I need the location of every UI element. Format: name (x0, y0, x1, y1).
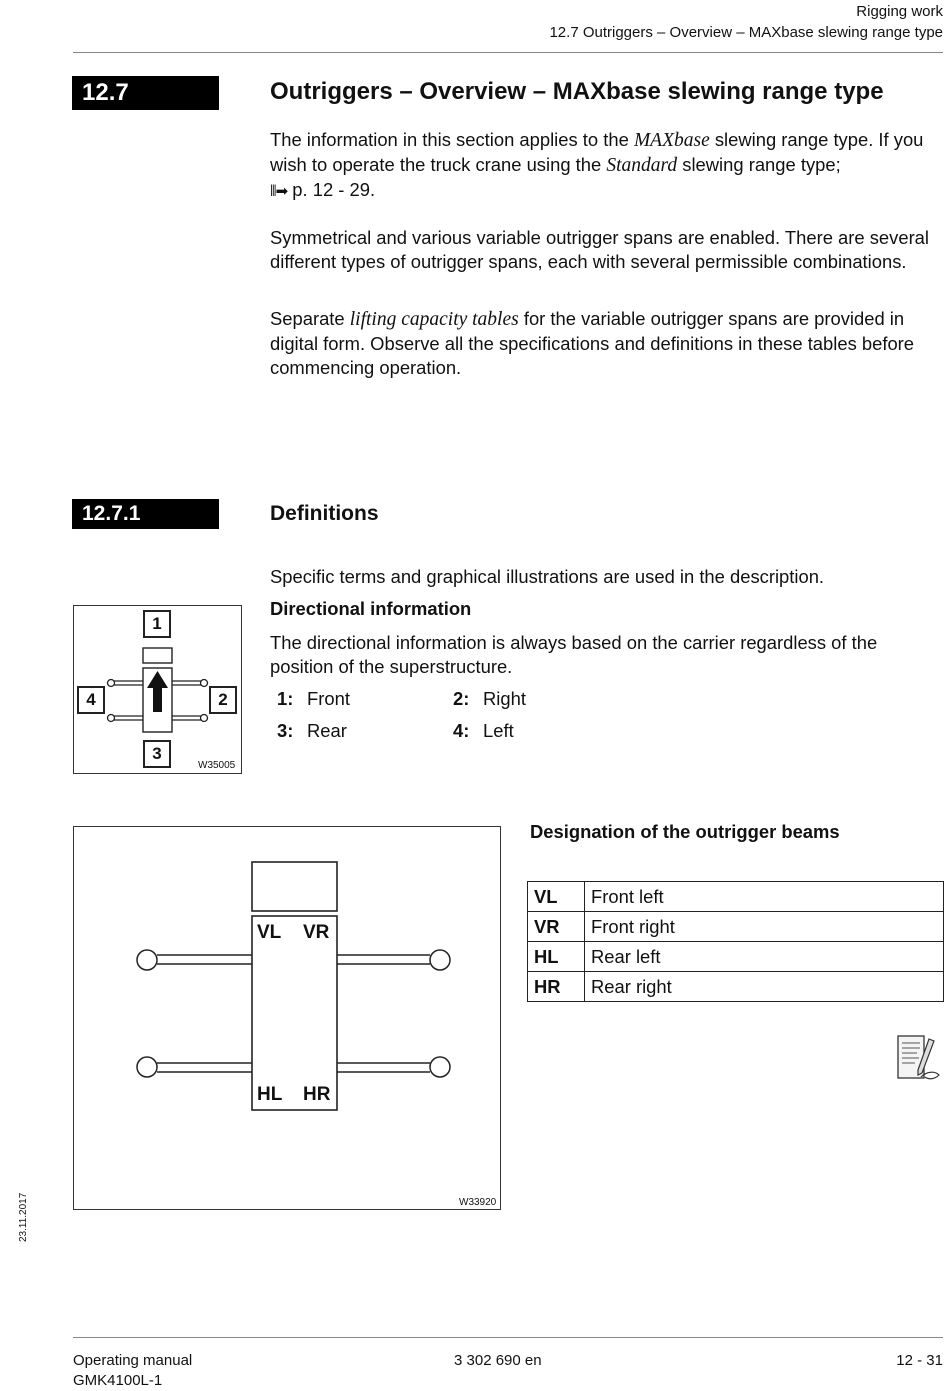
direction-item-rear: 3: Rear (277, 720, 347, 741)
directional-figure (73, 605, 242, 774)
footer-page-number: 12 - 31 (896, 1352, 943, 1369)
beam-label-vr: VR (303, 922, 330, 943)
section-paragraph-1: The information in this section applies to the MAXbase slewing range type. If you wish to operate the truck crane using the Standard slewing range type; ⦀➡ p. 12 - 29. (270, 129, 924, 201)
subsection-title: Definitions (270, 502, 379, 525)
designation-name: Front right (585, 912, 944, 942)
designation-code: VR (528, 912, 585, 942)
directional-text: The directional information is always based on the carrier regardless of the position of the superstructure. (270, 632, 878, 678)
outrigger-beams-diagram (74, 827, 500, 1209)
designation-name: Front left (585, 882, 944, 912)
direction-marker-rear: 3 (143, 740, 171, 768)
table-row (528, 912, 944, 942)
footer-model: GMK4100L-1 (73, 1372, 163, 1389)
direction-item-front: 1: Front (277, 688, 350, 709)
section-number-box: 12.7 (72, 76, 219, 110)
beam-label-hl: HL (257, 1084, 283, 1105)
designation-code: HL (528, 942, 585, 972)
page-reference-arrow-icon: ⦀➡ (270, 182, 288, 201)
footer-doc-type: Operating manual (73, 1352, 193, 1369)
direction-item-right: 2: Right (453, 688, 526, 709)
section-paragraph-3: Separate lifting capacity tables for the variable outrigger spans are provided in digital form. Observe all the specifications and definitions in these tables before commencing operation. (270, 308, 915, 379)
outrigger-beams-figure (73, 826, 501, 1210)
beam-label-hr: HR (303, 1084, 331, 1105)
table-row (528, 882, 944, 912)
direction-marker-front: 1 (143, 610, 171, 638)
subsection-number-box: 12.7.1 (72, 499, 219, 529)
beam-label-vl: VL (257, 922, 282, 943)
header-chapter: Rigging work (856, 3, 943, 20)
section-title: Outriggers – Overview – MAXbase slewing range type (270, 78, 884, 105)
designation-table (527, 881, 944, 1002)
directional-heading: Directional information (270, 598, 472, 619)
direction-marker-right: 2 (209, 686, 237, 714)
note-document-icon (895, 1033, 943, 1083)
header-divider (73, 52, 943, 53)
direction-marker-left: 4 (77, 686, 105, 714)
figure-code: W33920 (459, 1197, 497, 1208)
document-date: 23.11.2017 (18, 1192, 29, 1242)
designation-code: VL (528, 882, 585, 912)
page-reference-link[interactable]: p. 12 - 29. (287, 179, 376, 201)
figure-code: W35005 (198, 760, 236, 771)
section-paragraph-2: Symmetrical and various variable outrigger spans are enabled. There are several different types of outrigger spans, each with several permissible combinations. (270, 227, 930, 273)
designation-code: HR (528, 972, 585, 1002)
table-row (528, 942, 944, 972)
footer-doc-number: 3 302 690 en (454, 1352, 542, 1369)
designation-name: Rear right (585, 972, 944, 1002)
definitions-intro: Specific terms and graphical illustrations are used in the description. (270, 566, 825, 587)
footer-divider (73, 1337, 943, 1338)
designation-heading: Designation of the outrigger beams (530, 821, 840, 842)
direction-item-left: 4: Left (453, 720, 514, 741)
header-section-ref: 12.7 Outriggers – Overview – MAXbase slewing range type (549, 24, 943, 41)
table-row (528, 972, 944, 1002)
designation-name: Rear left (585, 942, 944, 972)
